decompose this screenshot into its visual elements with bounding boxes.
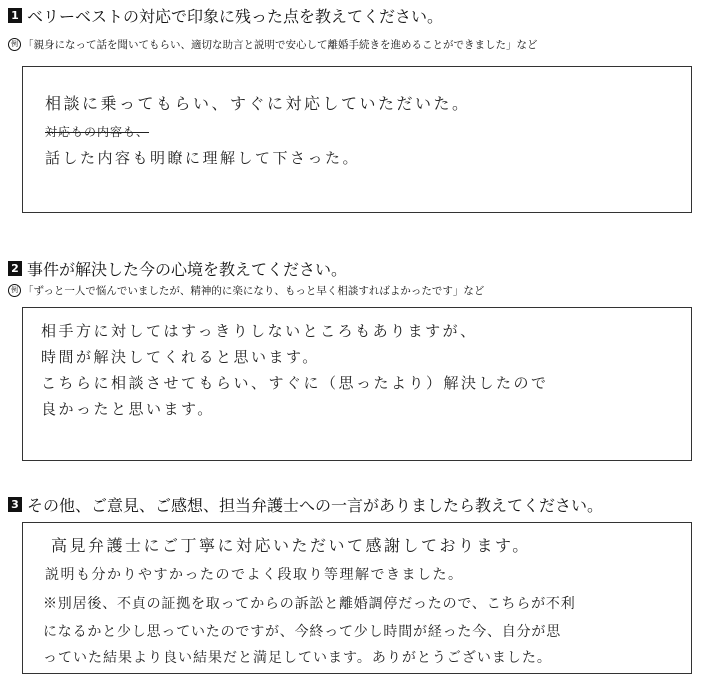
- answer-line-struck: 対応もの内容も、: [45, 125, 150, 139]
- question-number-badge: 2: [8, 261, 22, 276]
- answer-line: 相談に乗ってもらい、すぐに対応していただいた。: [45, 94, 471, 113]
- answer-line: こちらに相談させてもらい、すぐに（思ったより）解決したので: [41, 374, 549, 392]
- answer-line: 説明も分かりやすかったのでよく段取り等理解できました。: [45, 567, 464, 583]
- question-2-text: 事件が解決した今の心境を教えてください。: [27, 260, 348, 279]
- question-2-heading: [8, 257, 347, 280]
- answer-box-1: [22, 66, 692, 213]
- answer-line: 相手方に対してはすっきりしないところもありますが、: [41, 322, 478, 340]
- example-mark: 例: [8, 284, 21, 297]
- example-text: 「ずっと一人で悩んでいましたが、精神的に楽になり、もっと早く相談すればよかったです」など: [23, 285, 485, 297]
- question-1-example: [8, 37, 538, 52]
- question-2-example: [8, 283, 484, 298]
- answer-box-2: [22, 307, 692, 461]
- answer-line: っていた結果より良い結果だと満足しています。ありがとうございました。: [43, 650, 552, 666]
- question-number-badge: 1: [8, 8, 22, 23]
- answer-line: になるかと少し思っていたのですが、今終って少し時間が経った今、自分が思: [43, 624, 561, 640]
- question-3-heading: [8, 493, 603, 516]
- example-text: 「親身になって話を聞いてもらい、適切な助言と説明で安心して離婚手続きを進めることができました」など: [23, 39, 538, 51]
- example-mark: 例: [8, 38, 21, 51]
- answer-box-3: [22, 522, 692, 674]
- answer-line: 時間が解決してくれると思います。: [41, 348, 320, 366]
- question-1-text: ベリーベストの対応で印象に残った点を教えてください。: [27, 7, 444, 26]
- answer-line: 高見弁護士にご丁寧に対応いただいて感謝しております。: [51, 536, 531, 555]
- answer-line: 話した内容も明瞭に理解して下さった。: [45, 149, 361, 167]
- question-3-text: その他、ご意見、ご感想、担当弁護士への一言がありましたら教えてください。: [27, 496, 604, 515]
- question-number-badge: 3: [8, 497, 22, 512]
- answer-line: ※別居後、不貞の証拠を取ってからの訴訟と離婚調停だったので、こちらが不利: [43, 596, 576, 612]
- answer-line: 良かったと思います。: [41, 400, 215, 418]
- question-1-heading: [8, 4, 443, 27]
